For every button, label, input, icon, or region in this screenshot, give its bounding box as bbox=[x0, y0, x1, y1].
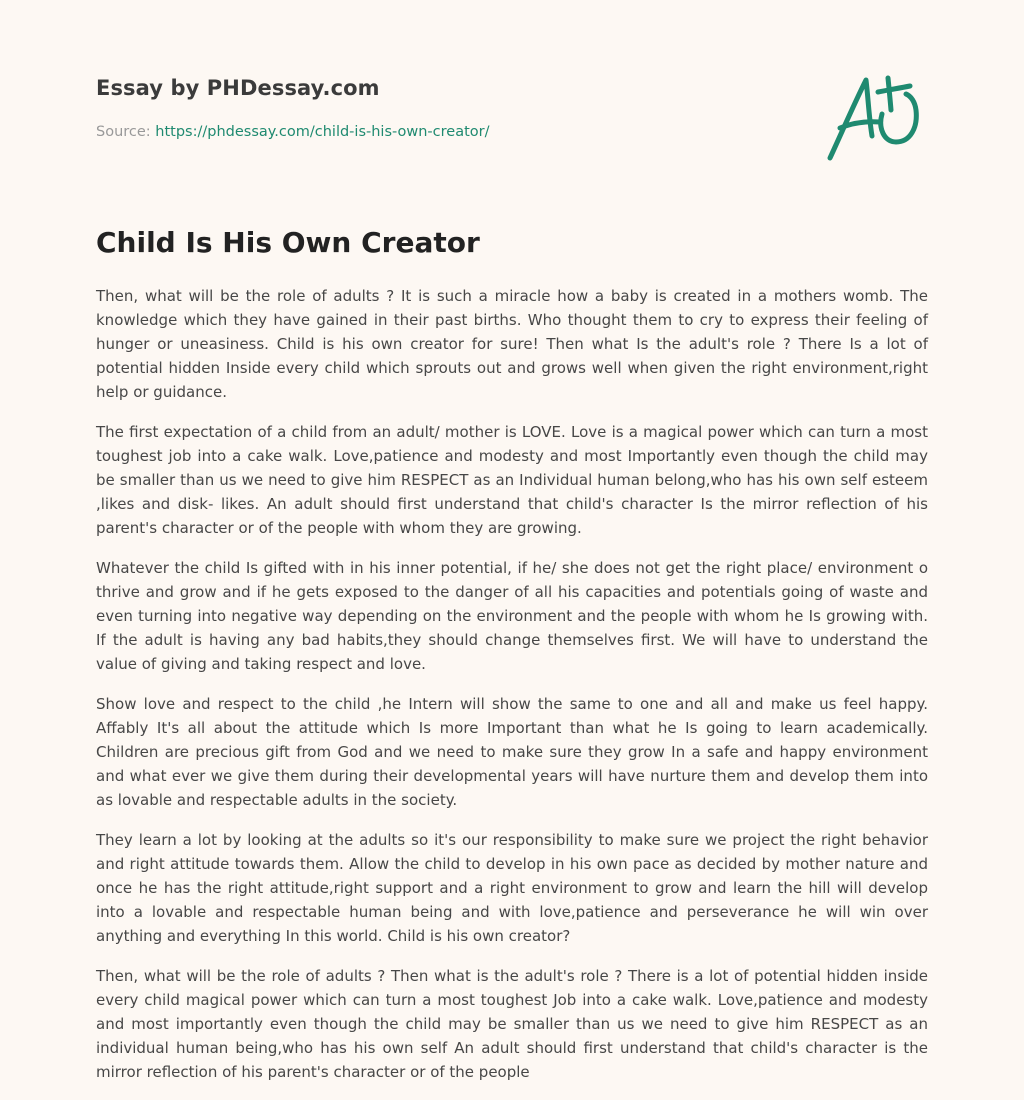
source-label: Source: bbox=[96, 124, 151, 140]
essay-paragraph: Show love and respect to the child ,he Intern will show the same to one and all and make us feel happy. Affably It's all about the attitude which Is more Important than what he Is going to learn academically. Children are precious gift from God and we need to make sure they grow In a safe and happy environment and what ever we give them during their developmental years will have nurture them and develop them into as lovable and respectable adults in the society. bbox=[96, 695, 928, 809]
essay-paragraph: Then, what will be the role of adults ? Then what is the adult's role ? There is a lot of potential hidden inside every child magical power which can turn a most toughest Job into a cake walk. Love,patience and modesty and most importantly even though the child may be smaller than us we need to give him RESPECT as an individual human being,who has his own self An adult should first understand that child's character is the mirror reflection of his parent's character or of the people bbox=[96, 967, 928, 1081]
essay-title: Child Is His Own Creator bbox=[96, 226, 480, 259]
essay-paragraph: The first expectation of a child from an adult/ mother is LOVE. Love is a magical power which can turn a most toughest job into a cake walk. Love,patience and modesty and most Importantly even though the child may be smaller than us we need to give him RESPECT as an Individual human belong,who has his own self esteem ,likes and disk- likes. An adult should first understand that child's character Is the mirror reflection of his parent's character or of the people with whom they are growing. bbox=[96, 423, 928, 537]
essay-paragraph: Whatever the child Is gifted with in his inner potential, if he/ she does not get the right place/ environment o thrive and grow and if he gets exposed to the danger of all his capacities and potentials going of waste and even turning into negative way depending on the environment and the people with whom he Is growing with. If the adult is having any bad habits,they should change themselves first. We will have to understand the value of giving and taking respect and love. bbox=[96, 559, 928, 673]
essay-paragraph: They learn a lot by looking at the adults so it's our responsibility to make sure we project the right behavior and right attitude towards them. Allow the child to develop in his own pace as decided by mother nature and once he has the right attitude,right support and a right environment to grow and learn the hill will develop into a lovable and respectable human being and with love,patience and perseverance he will win over anything and everything In this world. Child is his own creator? bbox=[96, 831, 928, 945]
site-brand: Essay by PHDessay.com bbox=[96, 76, 380, 100]
essay-body bbox=[96, 284, 928, 1100]
a-plus-grade-icon bbox=[820, 66, 930, 166]
source-link[interactable]: https://phdessay.com/child-is-his-own-creator/ bbox=[155, 124, 490, 140]
essay-paragraph: Then, what will be the role of adults ? It is such a miracle how a baby is created in a mothers womb. The knowledge which they have gained in their past births. Who thought them to cry to express their feeling of hunger or uneasiness. Child is his own creator for sure! Then what Is the adult's role ? There Is a lot of potential hidden Inside every child which sprouts out and grows well when given the right environment,right help or guidance. bbox=[96, 287, 928, 401]
source-line bbox=[96, 124, 489, 140]
